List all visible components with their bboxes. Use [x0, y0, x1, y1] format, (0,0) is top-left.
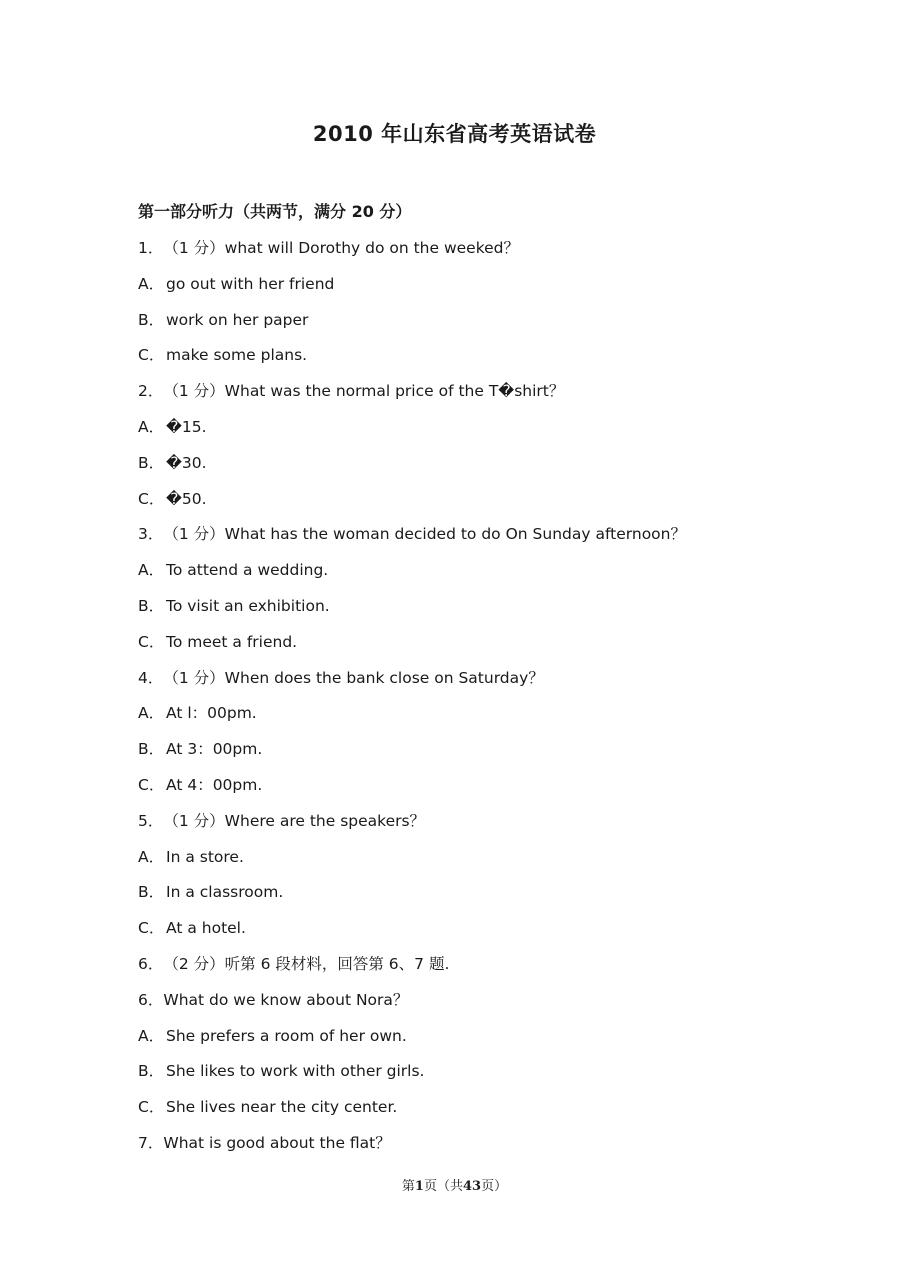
option-letter: B．: [138, 596, 165, 615]
question-text: （1 分）What was the normal price of the T�shirt？: [163, 382, 565, 401]
question-number: 2．: [138, 382, 164, 401]
option-letter: A．: [138, 704, 165, 723]
footer-middle: 页（共: [423, 1179, 463, 1194]
option-line: [138, 1023, 818, 1059]
option-letter: A．: [138, 417, 165, 436]
option-letter: A．: [138, 274, 165, 293]
option-line: [138, 1094, 818, 1130]
option-text: She likes to work with other girls.: [166, 1062, 425, 1081]
option-line: [138, 915, 818, 951]
option-text: make some plans.: [166, 346, 308, 365]
option-line: [138, 271, 818, 307]
option-letter: C．: [138, 346, 165, 365]
option-line: [138, 414, 818, 450]
option-line: [138, 844, 818, 880]
question-line: [138, 1130, 818, 1166]
question-lines: [138, 235, 818, 1166]
option-line: [138, 307, 818, 343]
option-letter: A．: [138, 847, 165, 866]
option-line: [138, 879, 818, 915]
option-text: �15.: [166, 417, 207, 436]
question-number: 6．: [138, 954, 164, 973]
option-line: [138, 450, 818, 486]
question-text: （1 分）What has the woman decided to do On Sunday afternoon？: [163, 525, 686, 544]
option-letter: C．: [138, 1098, 165, 1117]
option-text: �30.: [166, 453, 207, 472]
option-line: [138, 736, 818, 772]
option-text: She prefers a room of her own.: [166, 1026, 407, 1045]
option-letter: A．: [138, 1026, 165, 1045]
question-number: 5．: [138, 811, 164, 830]
option-text: In a classroom.: [166, 883, 284, 902]
question-number: 3．: [138, 525, 164, 544]
option-line: [138, 557, 818, 593]
option-line: [138, 772, 818, 808]
option-line: [138, 486, 818, 522]
footer-prefix: 第: [401, 1179, 415, 1194]
option-letter: C．: [138, 632, 165, 651]
question-number: 4．: [138, 668, 164, 687]
option-text: �50.: [166, 489, 207, 508]
option-letter: B．: [138, 310, 165, 329]
option-text: She lives near the city center.: [166, 1098, 398, 1117]
page-footer: [0, 1175, 909, 1194]
question-text: What is good about the flat？: [163, 1133, 391, 1152]
option-text: In a store.: [166, 847, 244, 866]
question-text: （1 分）Where are the speakers？: [163, 811, 426, 830]
option-letter: B．: [138, 453, 165, 472]
page-title: 2010 年山东省高考英语试卷: [312, 122, 597, 146]
question-line: [138, 235, 818, 271]
question-line: [138, 808, 818, 844]
question-text: What do we know about Nora？: [163, 990, 409, 1009]
question-text: （1 分）what will Dorothy do on the weeked？: [163, 239, 520, 257]
question-line: [138, 378, 818, 414]
question-line: [138, 521, 818, 557]
option-text: At a hotel.: [166, 919, 246, 938]
option-letter: C．: [138, 489, 165, 508]
section-heading: 第一部分听力（共两节，满分 20 分）: [138, 202, 412, 221]
option-letter: B．: [138, 883, 165, 902]
question-content: [138, 199, 818, 1166]
option-line: [138, 593, 818, 629]
option-letter: B．: [138, 1062, 165, 1081]
option-letter: C．: [138, 919, 165, 938]
footer-total-pages: 43: [462, 1179, 482, 1194]
option-text: go out with her friend: [166, 274, 335, 293]
option-line: [138, 1058, 818, 1094]
question-line: [138, 665, 818, 701]
option-text: work on her paper: [166, 310, 309, 329]
question-line: [138, 987, 818, 1023]
option-text: To meet a friend.: [166, 632, 298, 651]
option-letter: C．: [138, 775, 165, 794]
option-text: At 4：00pm.: [166, 775, 263, 794]
option-text: To attend a wedding.: [166, 561, 329, 580]
option-line: [138, 700, 818, 736]
option-letter: B．: [138, 740, 165, 759]
footer-suffix: 页）: [481, 1179, 508, 1194]
option-text: At 3：00pm.: [166, 740, 263, 759]
option-line: [138, 629, 818, 665]
option-letter: A．: [138, 561, 165, 580]
question-text: （1 分）When does the bank close on Saturday？: [163, 668, 544, 687]
footer-page-number: 1: [414, 1179, 424, 1194]
question-number: 1．: [138, 239, 164, 257]
question-line: [138, 951, 818, 987]
option-text: To visit an exhibition.: [166, 596, 330, 615]
question-text: （2 分）听第 6 段材料，回答第 6、7 题.: [163, 954, 450, 973]
question-number: 6．: [138, 990, 164, 1009]
option-text: At l：00pm.: [166, 704, 257, 723]
question-number: 7．: [138, 1133, 164, 1152]
option-line: [138, 342, 818, 378]
